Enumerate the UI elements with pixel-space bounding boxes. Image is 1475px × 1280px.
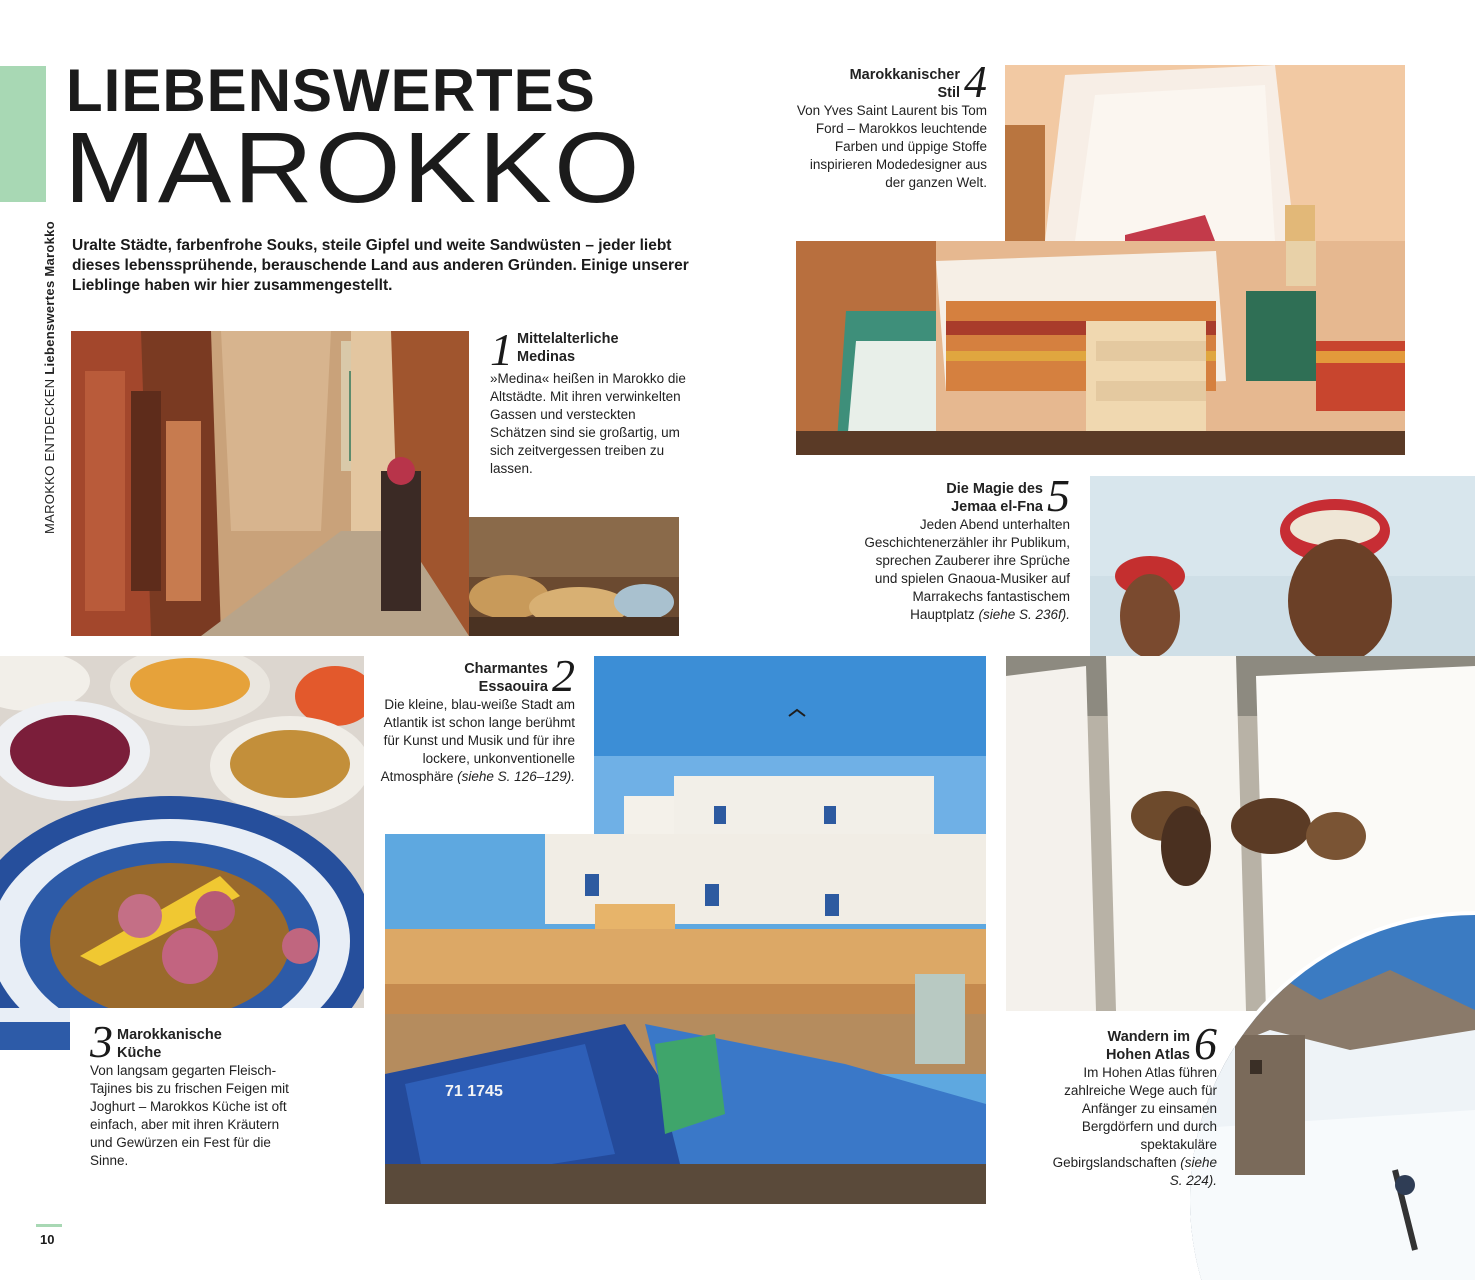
essaouira-photo bbox=[594, 656, 986, 834]
section-1-heading-line2: Medinas bbox=[517, 349, 576, 365]
section-5-reference: (siehe S. 236f). bbox=[978, 607, 1070, 622]
section-4-heading-line1: Marokkanischer bbox=[849, 67, 960, 83]
section-6-heading-line1: Wandern im bbox=[1107, 1029, 1190, 1045]
section-4-number: 4 bbox=[964, 56, 987, 107]
section-6-box bbox=[1040, 1018, 1217, 1190]
boat-registration-label: 71 1745 bbox=[445, 1083, 503, 1100]
section-6-heading-line2: Hohen Atlas bbox=[1105, 1047, 1190, 1063]
section-color-tab bbox=[0, 66, 46, 202]
medina-photo-extension bbox=[469, 517, 679, 636]
running-head bbox=[42, 221, 57, 534]
section-6-reference: (siehe S. 224). bbox=[1169, 1155, 1217, 1188]
section-5-number: 5 bbox=[1047, 470, 1070, 521]
section-5-text: Jeden Abend unterhalten Geschichtenerzähler ihr Publikum, sprechen Zauberer ihre Sprüche und spielen Gnaoua-Musiker auf Marrakechs fantastischem Hauptplatz bbox=[864, 517, 1070, 622]
section-5-box bbox=[852, 470, 1070, 624]
section-5-heading-line2: Jemaa el-Fna bbox=[951, 499, 1043, 515]
section-2-reference: (siehe S. 126–129). bbox=[457, 769, 575, 784]
section-2-number: 2 bbox=[552, 650, 575, 701]
section-5-heading-line1: Die Magie des bbox=[946, 481, 1043, 497]
section-2-box bbox=[380, 650, 575, 786]
page-title-line1: LIEBENSWERTES bbox=[66, 57, 596, 124]
medina-photo bbox=[71, 331, 469, 636]
section-3-heading-line2: Küche bbox=[117, 1045, 162, 1061]
section-4-text: Von Yves Saint Laurent bis Tom Ford – Marokkos leuchtende Farben und üppige Stoffe inspirieren Modedesigner aus der ganzen Welt. bbox=[796, 103, 987, 190]
page-number: 10 bbox=[40, 1232, 55, 1247]
running-head-chapter: Liebenswertes Marokko bbox=[42, 221, 57, 375]
page-title-line2: MAROKKO bbox=[64, 112, 642, 224]
section-3-number: 3 bbox=[90, 1016, 113, 1067]
section-1-box bbox=[490, 324, 686, 478]
moroccan-cuisine-photo bbox=[0, 656, 364, 1008]
moroccan-style-photo-lower bbox=[796, 241, 1405, 455]
moroccan-style-photo bbox=[1005, 65, 1405, 241]
section-3-heading-line1: Marokkanische bbox=[117, 1027, 222, 1043]
page-number-rule bbox=[36, 1224, 62, 1227]
section-4-heading-line2: Stil bbox=[937, 85, 960, 101]
section-1-number: 1 bbox=[490, 324, 513, 375]
section-6-number: 6 bbox=[1194, 1018, 1217, 1069]
section-2-heading-line2: Essaouira bbox=[478, 679, 548, 695]
section-2-heading-line1: Charmantes bbox=[464, 661, 548, 677]
section-1-text: »Medina« heißen in Marokko die Altstädte. Mit ihren verwinkelten Gassen und versteckten Schätzen sind sie großartig, um sich zeitvergessen treiben zu lassen. bbox=[490, 371, 686, 476]
section-6-text: Im Hohen Atlas führen zahlreiche Wege auch für Anfänger zu einsamen Bergdörfern und durch spektakuläre Gebirgslandschaften bbox=[1052, 1065, 1217, 1170]
moroccan-cuisine-photo-lower bbox=[0, 1008, 70, 1050]
running-head-section: MAROKKO ENTDECKEN bbox=[42, 378, 57, 534]
essaouira-photo-lower bbox=[385, 834, 986, 1204]
section-4-box bbox=[790, 56, 987, 192]
section-3-text: Von langsam gegarten Fleisch-Tajines bis zu frischen Feigen mit Joghurt – Marokkos Küche ist oft einfach, aber mit ihren Kräutern und Gewürzen ein Fest für die Sinne. bbox=[90, 1063, 289, 1168]
section-2-text: Die kleine, blau-weiße Stadt am Atlantik ist schon lange berühmt für Kunst und Musik und für ihre lockere, unkonventionelle Atmosphäre bbox=[380, 697, 575, 784]
section-3-box bbox=[90, 1016, 302, 1170]
intro-paragraph: Uralte Städte, farbenfrohe Souks, steile Gipfel und weite Sandwüsten – jeder liebt dieses lebenssprühende, berauschende Land aus anderen Gründen. Einige unserer Lieblinge haben wir hier zusammengestellt. bbox=[72, 237, 689, 294]
section-1-heading-line1: Mittelalterliche bbox=[517, 331, 619, 347]
jemaa-el-fna-photo bbox=[1090, 476, 1475, 656]
